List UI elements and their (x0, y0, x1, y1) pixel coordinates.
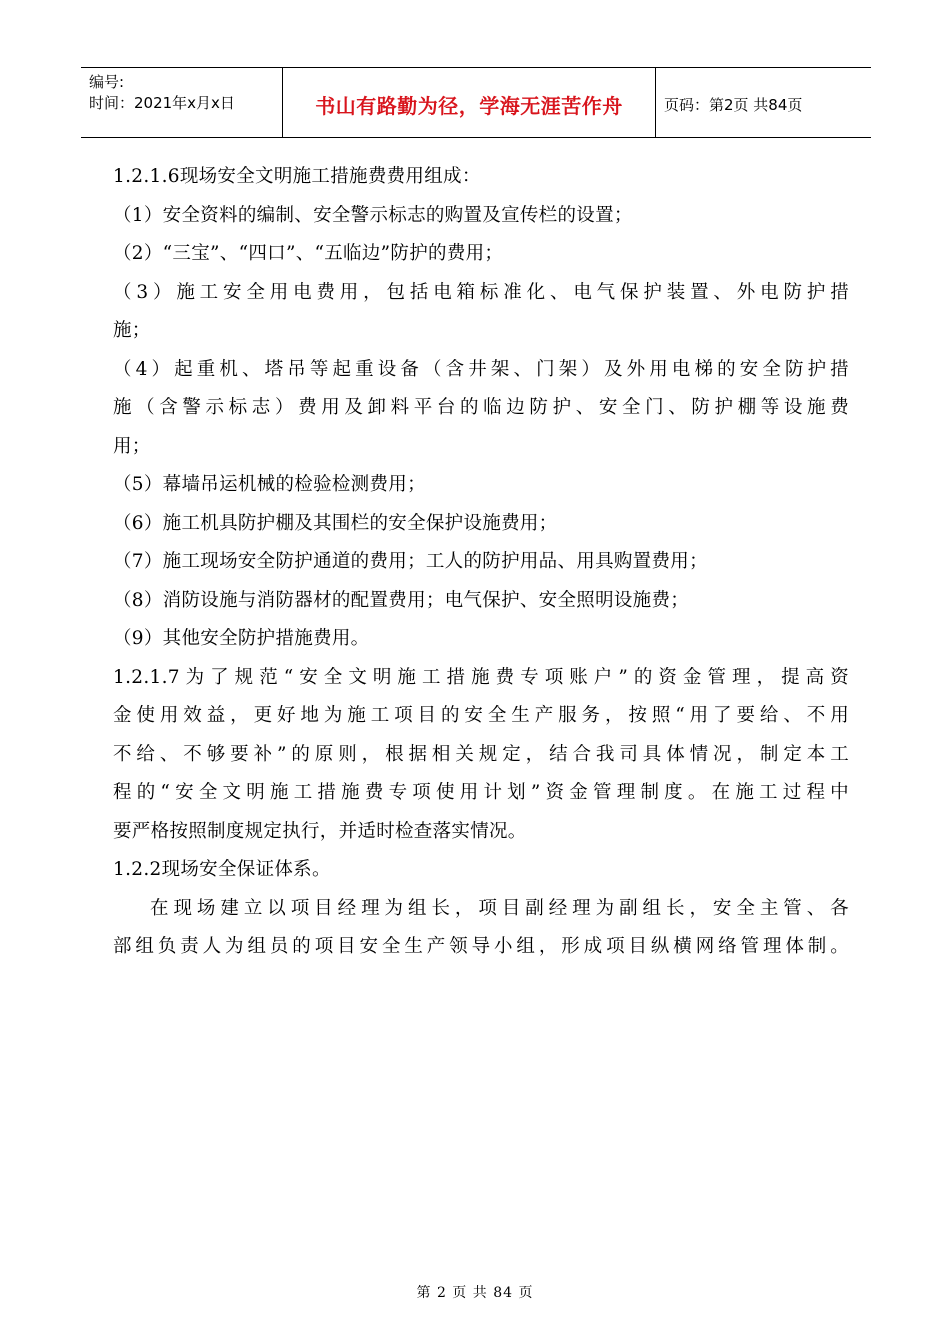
header-motto-cell (282, 68, 656, 137)
header-meta (81, 68, 282, 137)
paragraph-1217-line-3: 不给、不够要补”的原则，根据相关规定，结合我司具体情况，制定本工 (113, 743, 849, 765)
document-number-label: 编号: (89, 73, 125, 91)
list-item-4-line-2: 施（含警示标志）费用及卸料平台的临边防护、安全门、防护棚等设施费 (113, 397, 849, 418)
list-item-4-line-3: 用； (113, 435, 151, 457)
list-item-3-line-2: 施； (113, 320, 151, 341)
header-page-info: 页码：第2页 共84页 (664, 96, 803, 114)
list-item-2: （2）“三宝”、“四口”、“五临边”防护的费用； (113, 243, 504, 264)
list-item-1: （1）安全资料的编制、安全警示标志的购置及宣传栏的设置； (113, 204, 633, 226)
paragraph-122-line-2: 部组负责人为组员的项目安全生产领导小组，形成项目纵横网络管理体制。 (113, 936, 849, 957)
list-item-6: （6）施工机具防护棚及其围栏的安全保护设施费用； (113, 512, 558, 534)
document-time-label: 时间：2021年x月x日 (89, 94, 235, 112)
document-header (81, 67, 871, 138)
list-item-7: （7）施工现场安全防护通道的费用；工人的防护用品、用具购置费用； (113, 551, 708, 572)
paragraph-122-line-1: 在现场建立以项目经理为组长，项目副经理为副组长，安全主管、各 (150, 897, 849, 919)
section-heading-1216: 1.2.1.6现场安全文明施工措施费费用组成： (113, 166, 481, 187)
header-motto: 书山有路勤为径，学海无涯苦作舟 (315, 94, 623, 118)
list-item-9: （9）其他安全防护措施费用。 (113, 628, 370, 649)
paragraph-1217-line-2: 金使用效益，更好地为施工项目的安全生产服务，按照“用了要给、不用 (113, 705, 849, 726)
paragraph-1217-line-5: 要严格按照制度规定执行，并适时检查落实情况。 (113, 820, 527, 842)
list-item-8: （8）消防设施与消防器材的配置费用；电气保护、安全照明设施费； (113, 589, 690, 611)
list-item-3-line-1: （3）施工安全用电费用，包括电箱标准化、电气保护装置、外电防护措 (113, 281, 849, 303)
document-body (113, 158, 849, 967)
section-heading-122: 1.2.2现场安全保证体系。 (113, 859, 331, 880)
paragraph-1217-line-4: 程的“安全文明施工措施费专项使用计划”资金管理制度。在施工过程中 (113, 782, 849, 803)
list-item-4-line-1: （4）起重机、塔吊等起重设备（含井架、门架）及外用电梯的安全防护措 (113, 358, 849, 380)
page-footer: 第 2 页 共 84 页 (416, 1285, 534, 1301)
paragraph-1217-line-1: 1.2.1.7为了规范“安全文明施工措施费专项账户”的资金管理，提高资 (113, 666, 849, 688)
list-item-5: （5）幕墙吊运机械的检验检测费用； (113, 474, 426, 495)
